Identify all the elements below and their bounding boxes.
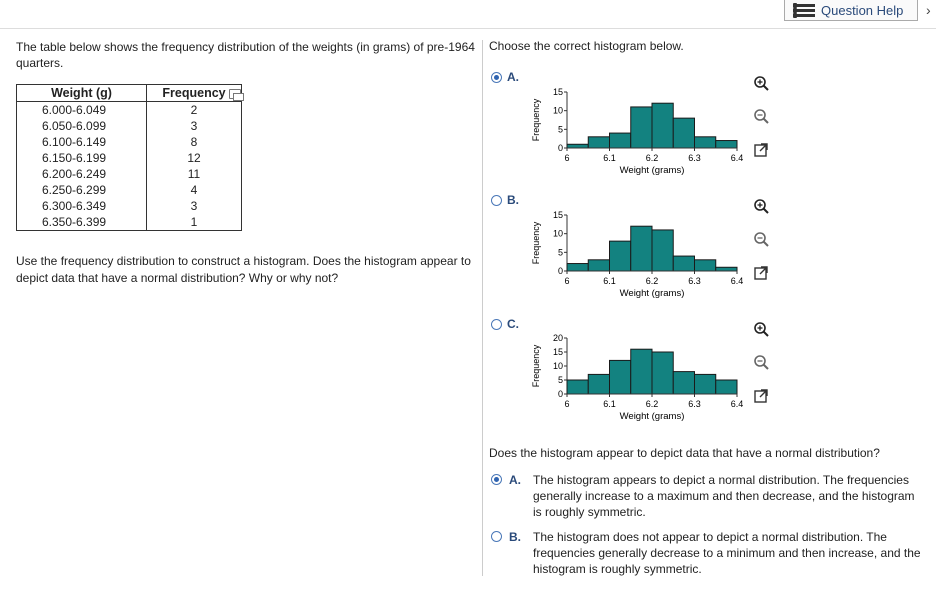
choose-histogram-label: Choose the correct histogram below. [489, 39, 684, 53]
table-row [17, 214, 242, 231]
zoom-in-icon[interactable] [752, 75, 770, 93]
answer-b-letter: B. [509, 530, 521, 544]
histogram-c [525, 326, 755, 436]
y-axis-label: Frequency [531, 221, 541, 265]
weight-cell: 6.150-6.199 [17, 150, 147, 166]
histogram-option-a[interactable] [491, 70, 519, 84]
answer-b-text: The histogram does not appear to depict a normal distribution. The frequencies generally decrease to a minimum and then increase, and the histogram is roughly symmetric. [533, 530, 921, 576]
y-tick-label: 5 [557, 247, 563, 258]
pane-divider [482, 40, 483, 576]
zoom-out-icon[interactable] [752, 354, 770, 372]
histogram-bar [695, 374, 716, 394]
histogram-bar [652, 103, 673, 148]
frequency-cell: 2 [147, 102, 242, 119]
zoom-in-icon[interactable] [752, 198, 770, 216]
histogram-option-c[interactable] [491, 317, 519, 331]
zoom-out-icon[interactable] [752, 108, 770, 126]
option-a-radio[interactable] [491, 72, 502, 83]
weight-cell: 6.300-6.349 [17, 198, 147, 214]
histogram-bar [567, 264, 588, 271]
histogram-bar [716, 267, 737, 271]
histogram-bar [716, 141, 737, 148]
weight-cell: 6.000-6.049 [17, 102, 147, 119]
histogram-bar [673, 118, 694, 148]
histogram-b [525, 203, 755, 313]
histogram-bar [652, 352, 673, 394]
question-help-button[interactable] [784, 0, 918, 21]
zoom-out-icon[interactable] [752, 231, 770, 249]
option-c-letter: C. [507, 317, 519, 331]
open-in-new-window-icon[interactable] [752, 387, 770, 405]
histogram-bar [588, 374, 609, 394]
answer-a-text: The histogram appears to depict a normal distribution. The frequencies generally increase to a maximum and then decrease, and the histogram is roughly symmetric. [533, 473, 915, 519]
frequency-cell: 12 [147, 150, 242, 166]
histogram-bar [631, 226, 652, 271]
option-b-radio[interactable] [491, 195, 502, 206]
table-row [17, 150, 242, 166]
y-tick-label: 5 [557, 124, 563, 135]
histogram-bar [716, 380, 737, 394]
table-row [17, 166, 242, 182]
y-tick-label: 15 [552, 347, 563, 357]
expand-arrow-icon[interactable]: › [926, 2, 931, 18]
histogram-bar [631, 107, 652, 148]
y-axis-label: Frequency [531, 344, 541, 388]
x-tick-label: 6.4 [730, 399, 744, 409]
histogram-bar [610, 133, 631, 148]
y-tick-label: 0 [557, 389, 563, 399]
table-header-row [17, 85, 242, 102]
x-tick-label: 6 [564, 276, 570, 286]
option-c-radio[interactable] [491, 319, 502, 330]
weight-cell: 6.200-6.249 [17, 166, 147, 182]
x-tick-label: 6.1 [603, 153, 616, 163]
weight-cell: 6.100-6.149 [17, 134, 147, 150]
x-tick-label: 6.3 [688, 276, 701, 286]
x-tick-label: 6.4 [730, 276, 744, 286]
answer-option-a[interactable] [491, 472, 921, 522]
x-axis-label: Weight (grams) [619, 288, 685, 299]
x-tick-label: 6 [564, 153, 570, 163]
histogram-bar [588, 260, 609, 271]
column-header-weight: Weight (g) [17, 85, 147, 102]
frequency-cell: 3 [147, 198, 242, 214]
x-tick-label: 6.4 [730, 153, 744, 163]
table-row [17, 182, 242, 198]
answer-option-b[interactable] [491, 529, 921, 579]
histogram-bar [610, 360, 631, 394]
frequency-cell: 11 [147, 166, 242, 182]
y-tick-label: 0 [557, 143, 563, 153]
y-tick-label: 10 [552, 105, 563, 116]
top-bar [0, 0, 936, 29]
histogram-bar [652, 230, 673, 271]
copy-table-icon[interactable] [229, 89, 241, 99]
x-tick-label: 6.3 [688, 153, 701, 163]
question-text: Use the frequency distribution to construct a histogram. Does the histogram appear to depict data that have a normal distribution? Why or why not? [16, 254, 471, 285]
x-tick-label: 6.2 [645, 276, 659, 286]
list-icon [793, 3, 815, 17]
y-tick-label: 10 [552, 361, 563, 371]
table-row [17, 102, 242, 119]
frequency-table [16, 84, 242, 231]
frequency-cell: 3 [147, 118, 242, 134]
intro-text: The table below shows the frequency distribution of the weights (in grams) of pre-1964 quarters. [16, 40, 475, 70]
y-tick-label: 20 [552, 333, 563, 343]
y-axis-label: Frequency [531, 98, 541, 142]
histogram-bar [695, 260, 716, 271]
table-row [17, 134, 242, 150]
x-tick-label: 6.2 [645, 399, 659, 409]
histogram-bar [631, 349, 652, 394]
open-in-new-window-icon[interactable] [752, 141, 770, 159]
question-help-label: Question Help [821, 2, 904, 18]
histogram-bar [673, 372, 694, 394]
histogram-bar [567, 144, 588, 148]
zoom-in-icon[interactable] [752, 321, 770, 339]
answer-a-radio[interactable] [491, 474, 502, 485]
histogram-a [525, 80, 755, 190]
x-axis-label: Weight (grams) [619, 165, 685, 176]
table-row [17, 118, 242, 134]
histogram-bar [588, 137, 609, 148]
y-tick-label: 10 [552, 228, 563, 239]
y-tick-label: 5 [557, 375, 563, 385]
answer-b-radio[interactable] [491, 531, 502, 542]
option-a-letter: A. [507, 70, 519, 84]
y-tick-label: 15 [552, 210, 563, 220]
histogram-bar [567, 380, 588, 394]
frequency-cell: 1 [147, 214, 242, 231]
frequency-cell: 8 [147, 134, 242, 150]
answer-a-letter: A. [509, 473, 521, 487]
weight-cell: 6.050-6.099 [17, 118, 147, 134]
histogram-bar [610, 241, 631, 271]
weight-cell: 6.250-6.299 [17, 182, 147, 198]
table-row [17, 198, 242, 214]
option-b-letter: B. [507, 193, 519, 207]
column-header-frequency: Frequency [147, 85, 242, 102]
histogram-bar [695, 137, 716, 148]
y-tick-label: 0 [557, 266, 563, 276]
x-tick-label: 6.2 [645, 153, 659, 163]
normal-distribution-question: Does the histogram appear to depict data that have a normal distribution? [489, 446, 880, 460]
x-axis-label: Weight (grams) [619, 411, 685, 422]
y-tick-label: 15 [552, 87, 563, 97]
x-tick-label: 6.1 [603, 399, 616, 409]
weight-cell: 6.350-6.399 [17, 214, 147, 231]
histogram-bar [673, 256, 694, 271]
x-tick-label: 6.1 [603, 276, 616, 286]
x-tick-label: 6.3 [688, 399, 701, 409]
histogram-option-b[interactable] [491, 193, 519, 207]
open-in-new-window-icon[interactable] [752, 264, 770, 282]
frequency-cell: 4 [147, 182, 242, 198]
x-tick-label: 6 [564, 399, 570, 409]
